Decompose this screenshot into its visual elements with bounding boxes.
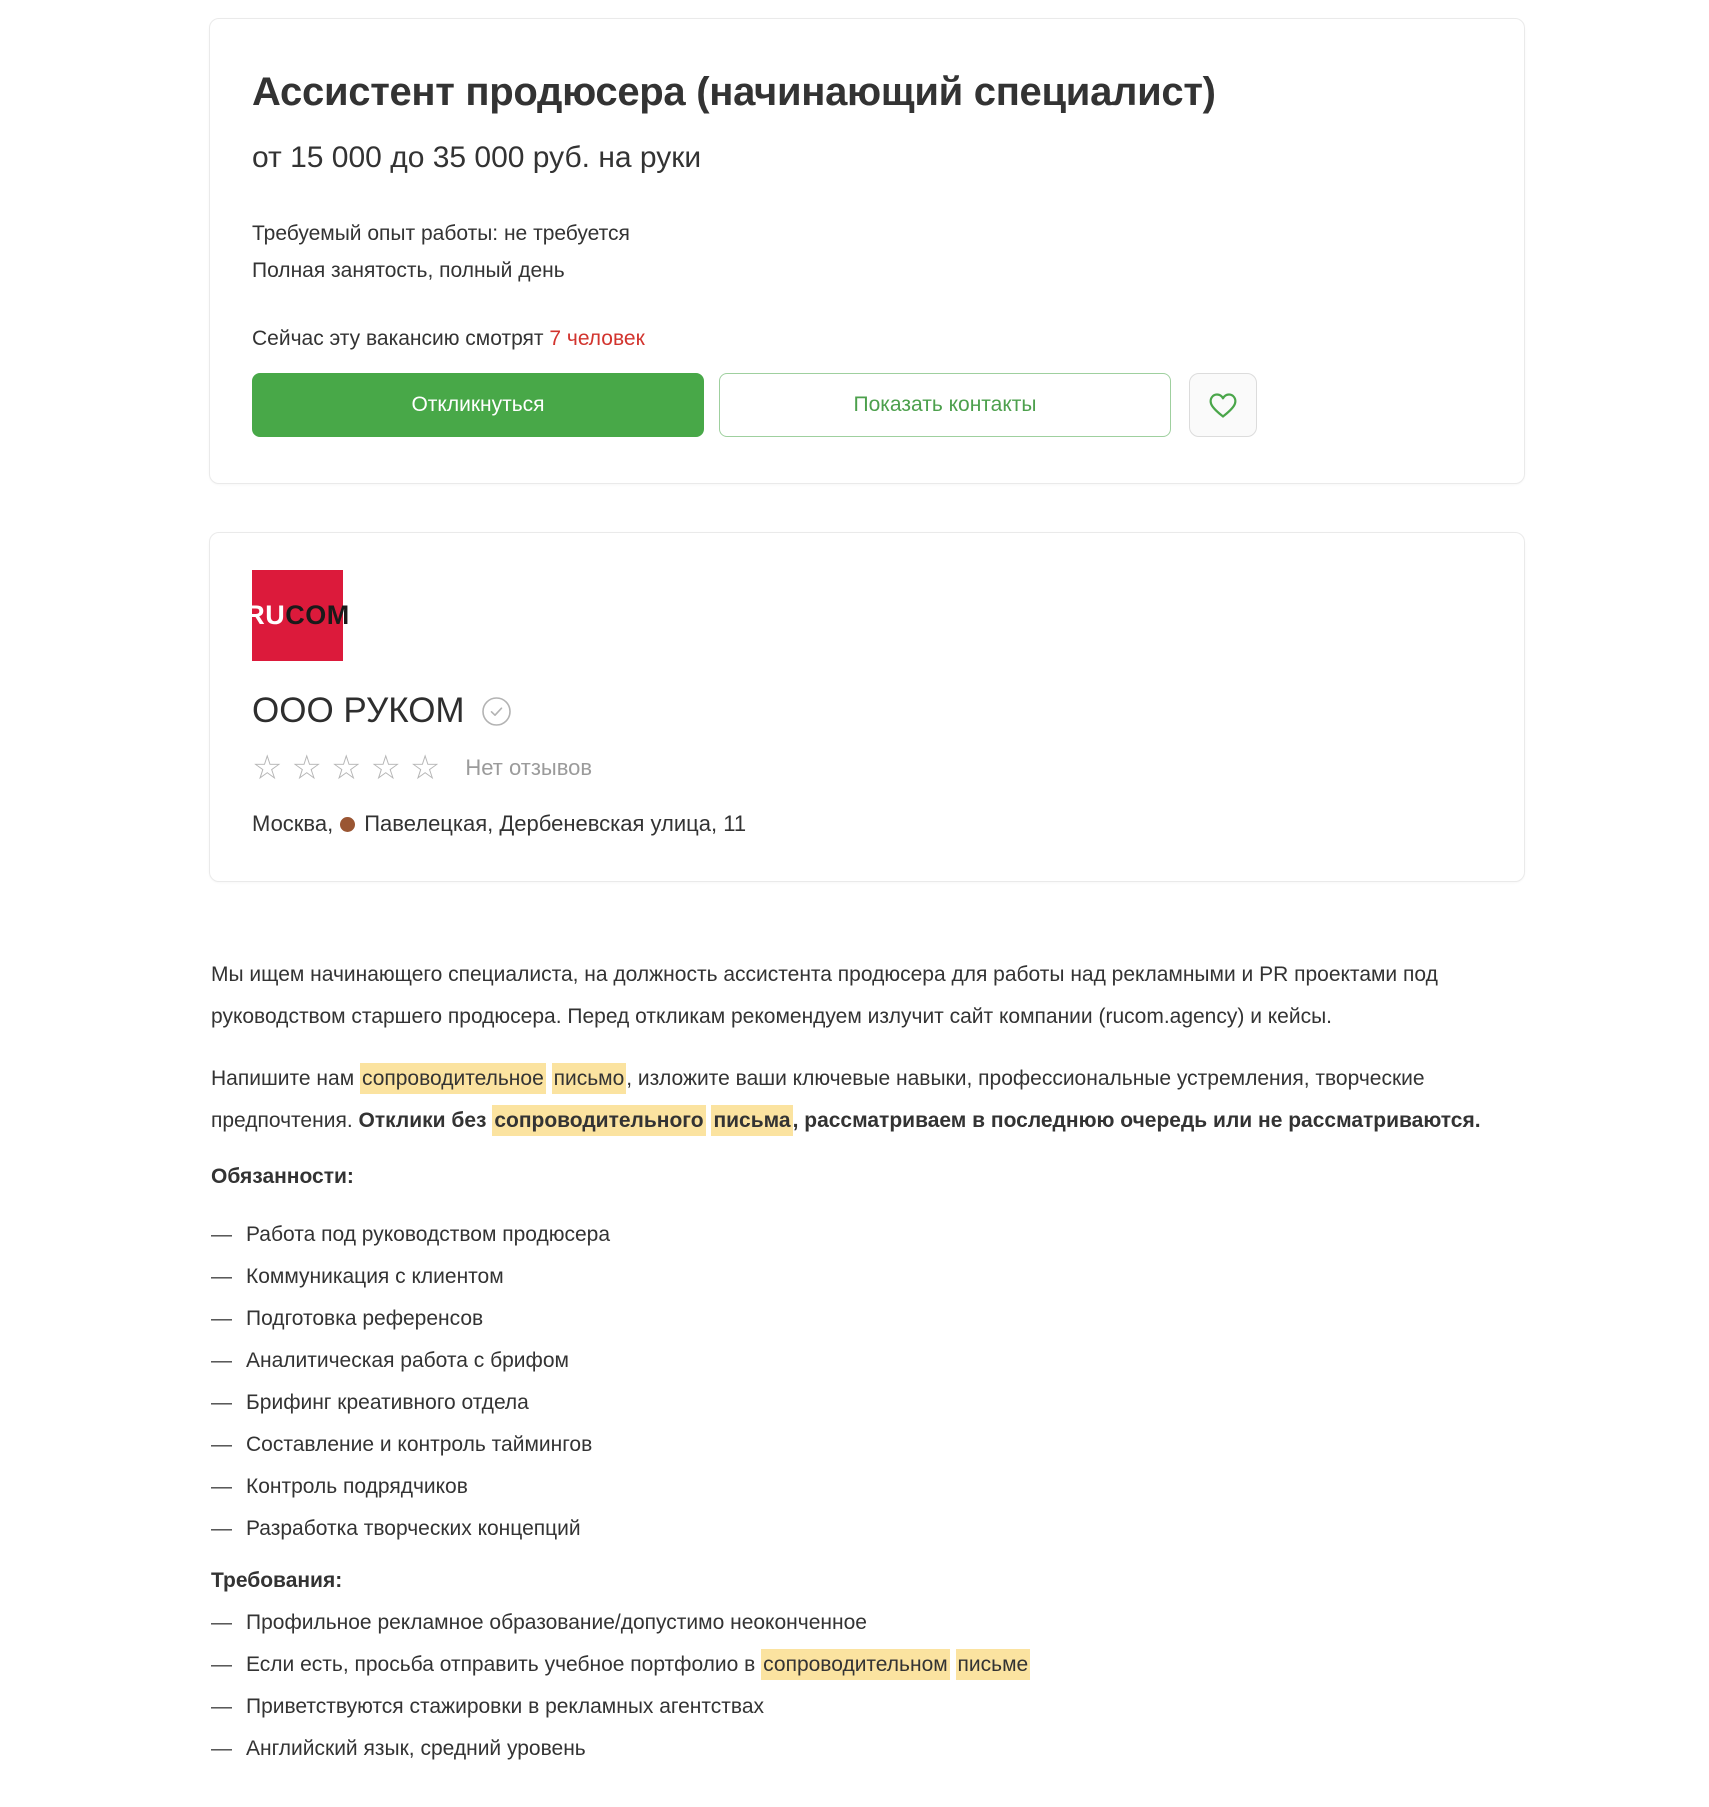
text-segment: Разработка творческих концепций <box>246 1517 581 1540</box>
list-item <box>211 1686 1483 1728</box>
list-item <box>211 1298 1483 1340</box>
list-item <box>211 1728 1483 1770</box>
viewers-count: 7 человек <box>549 327 645 350</box>
list-item <box>211 1602 1483 1644</box>
company-card <box>209 532 1525 882</box>
highlighted-text: письме <box>956 1649 1031 1680</box>
list-item <box>211 1644 1483 1686</box>
list-dash-marker: — <box>211 1653 232 1676</box>
text-segment: Подготовка референсов <box>246 1307 484 1330</box>
text-segment: Английский язык, средний уровень <box>246 1737 586 1760</box>
text-segment: Составление и контроль таймингов <box>246 1433 593 1456</box>
text-segment: Работа под руководством продюсера <box>246 1223 611 1246</box>
text-segment <box>950 1653 956 1676</box>
logo-text-ru: RU <box>245 600 286 630</box>
section-heading-duties: Обязанности: <box>211 1165 354 1188</box>
requirements-list <box>211 1602 1483 1770</box>
highlighted-text: сопроводительного <box>492 1105 705 1136</box>
heart-outline-icon <box>1207 390 1239 420</box>
highlighted-text: сопроводительное <box>360 1063 546 1094</box>
vacancy-meta <box>252 215 1482 289</box>
viewers-line <box>252 327 1482 351</box>
text-segment: Брифинг креативного отдела <box>246 1391 529 1414</box>
apply-button[interactable]: Откликнуться <box>252 373 704 437</box>
company-address <box>252 811 1482 837</box>
list-item <box>211 1256 1483 1298</box>
text-segment: Мы ищем начинающего специалиста, на должность ассистента продюсера для работы над рекламными и PR проектами под руководством старшего продюсера. Перед откликам рекомендуем излучит сайт компании (rucom.agency) и кейсы. <box>211 963 1438 1028</box>
address-city: Москва, <box>252 811 334 836</box>
vacancy-salary: от 15 000 до 35 000 руб. на руки <box>252 141 702 174</box>
highlighted-text: сопроводительном <box>761 1649 950 1680</box>
logo-text-com: COM <box>285 600 350 630</box>
text-segment: Отклики без <box>358 1109 493 1132</box>
highlighted-text: письма <box>711 1105 792 1136</box>
list-item <box>211 1382 1483 1424</box>
viewers-prefix: Сейчас эту вакансию смотрят <box>252 327 550 350</box>
section-heading-requirements: Требования: <box>211 1569 343 1592</box>
list-dash-marker: — <box>211 1433 232 1456</box>
list-item <box>211 1508 1483 1550</box>
text-segment: Аналитическая работа с брифом <box>246 1349 569 1372</box>
text-segment: Если есть, просьба отправить учебное портфолио в <box>246 1653 762 1676</box>
list-item <box>211 1424 1483 1466</box>
text-segment <box>546 1067 552 1090</box>
vacancy-page <box>0 18 1709 1807</box>
show-contacts-button[interactable]: Показать контакты <box>719 373 1171 437</box>
list-dash-marker: — <box>211 1349 232 1372</box>
list-dash-marker: — <box>211 1695 232 1718</box>
text-segment: Профильное рекламное образование/допустимо неоконченное <box>246 1611 867 1634</box>
vacancy-card <box>209 18 1525 484</box>
experience-requirement: Требуемый опыт работы: не требуется <box>252 222 630 245</box>
rating-stars: ☆☆☆☆☆ <box>252 749 450 787</box>
list-dash-marker: — <box>211 1307 232 1330</box>
text-segment: Коммуникация с клиентом <box>246 1265 504 1288</box>
description-paragraph <box>211 954 1483 1038</box>
company-logo[interactable] <box>245 570 350 661</box>
company-rating-row <box>252 751 1482 785</box>
favorite-button[interactable] <box>1189 373 1257 437</box>
vacancy-description <box>211 954 1483 1770</box>
list-dash-marker: — <box>211 1517 232 1540</box>
reviews-label: Нет отзывов <box>465 755 593 780</box>
list-item <box>211 1340 1483 1382</box>
text-segment: , рассматриваем в последнюю очередь или не рассматриваются. <box>792 1109 1481 1132</box>
list-dash-marker: — <box>211 1223 232 1246</box>
employment-type: Полная занятость, полный день <box>252 259 565 282</box>
vacancy-title: Ассистент продюсера (начинающий специалист) <box>252 70 1216 114</box>
text-segment: Приветствуются стажировки в рекламных агентствах <box>246 1695 765 1718</box>
address-metro-street: Павелецкая, Дербеневская улица, 11 <box>364 811 747 836</box>
metro-line-dot-icon <box>340 817 355 832</box>
list-item <box>211 1466 1483 1508</box>
list-item <box>211 1214 1483 1256</box>
list-dash-marker: — <box>211 1265 232 1288</box>
highlighted-text: письмо <box>552 1063 627 1094</box>
text-segment: Контроль подрядчиков <box>246 1475 468 1498</box>
text-segment: Напишите нам <box>211 1067 360 1090</box>
list-dash-marker: — <box>211 1611 232 1634</box>
action-buttons <box>252 373 1482 437</box>
list-dash-marker: — <box>211 1391 232 1414</box>
duties-list <box>211 1214 1483 1550</box>
description-paragraph <box>211 1058 1483 1142</box>
company-name-row <box>252 691 1482 731</box>
company-name-link[interactable]: ООО РУКОМ <box>252 691 465 730</box>
check-circle-icon <box>481 696 512 727</box>
text-segment: , изложите ваши ключевые навыки, профессиональные устремления, творческие предпочтения. <box>211 1067 1425 1132</box>
list-dash-marker: — <box>211 1737 232 1760</box>
list-dash-marker: — <box>211 1475 232 1498</box>
